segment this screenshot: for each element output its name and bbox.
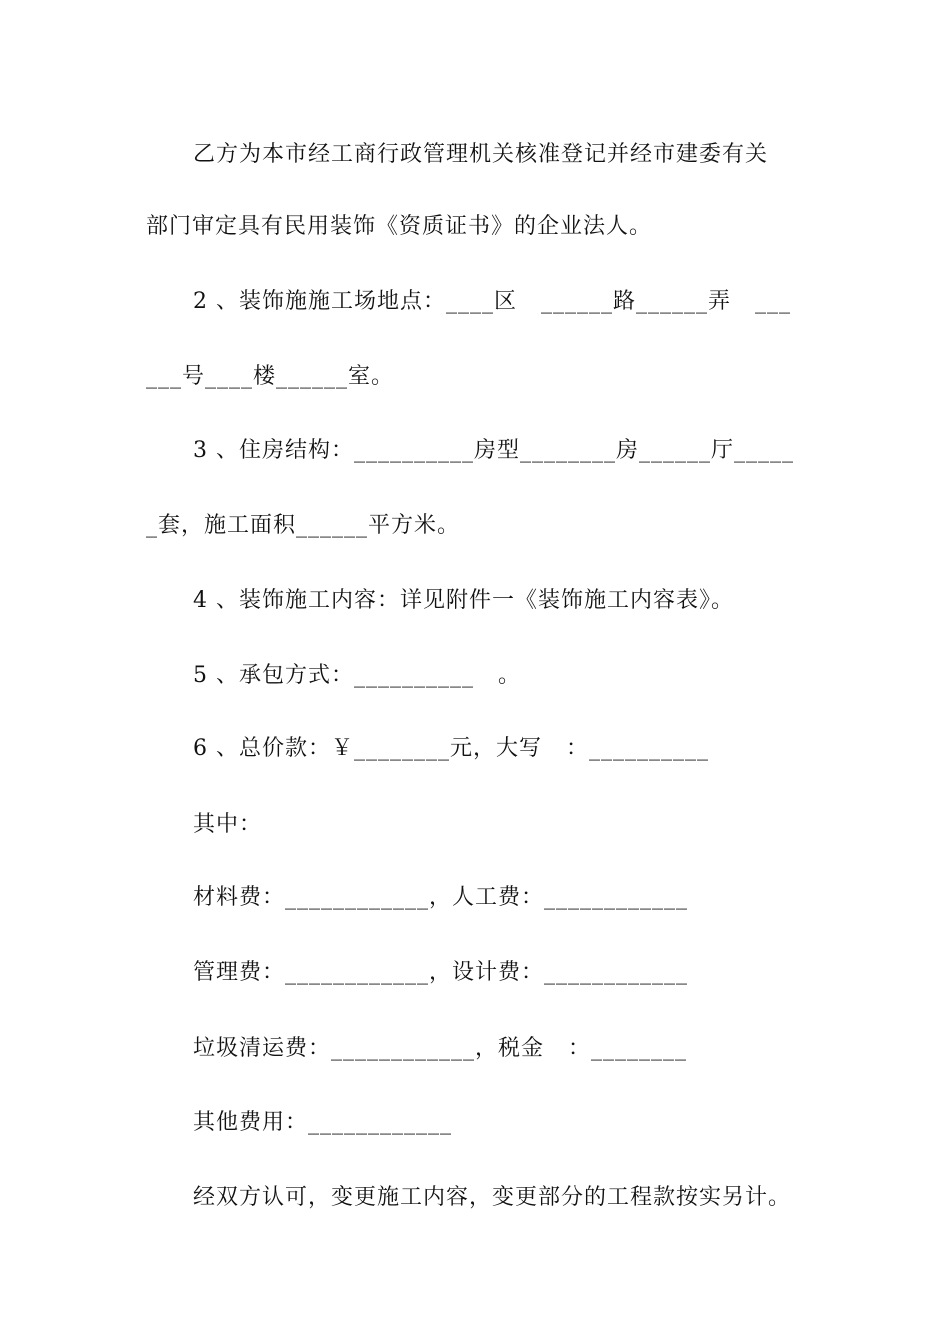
construction-site-line-continued: ___号____楼______室。 xyxy=(146,364,395,389)
other-fees-line: 其他费用：____________ xyxy=(193,1110,453,1135)
garbage-tax-fee-line: 垃圾清运费：____________，税金 ：________ xyxy=(193,1036,687,1061)
total-price-line: 6 、总价款：￥________元，大写 ：__________ xyxy=(193,736,709,761)
material-labor-fee-line: 材料费：____________，人工费：____________ xyxy=(193,885,689,910)
management-design-fee-line: 管理费：____________，设计费：____________ xyxy=(193,960,689,985)
decoration-content-line: 4 、装饰施工内容：详见附件一《装饰施工内容表》。 xyxy=(193,588,734,613)
housing-structure-line: 3 、住房结构：__________房型________房______厅_____ xyxy=(193,438,794,463)
breakdown-heading: 其中： xyxy=(193,812,263,837)
contract-method-line: 5 、承包方式：__________ 。 xyxy=(193,663,521,688)
paragraph-line-1: 乙方为本市经工商行政管理机关核准登记并经市建委有关 xyxy=(193,142,769,167)
housing-structure-line-continued: _套，施工面积______平方米。 xyxy=(146,513,461,538)
construction-site-line: 2 、装饰施施工场地点：____区 ______路______弄 ___ xyxy=(193,289,791,314)
paragraph-line-2: 部门审定具有民用装饰《资质证书》的企业法人。 xyxy=(146,214,653,239)
change-terms-line: 经双方认可，变更施工内容，变更部分的工程款按实另计。 xyxy=(193,1185,792,1210)
